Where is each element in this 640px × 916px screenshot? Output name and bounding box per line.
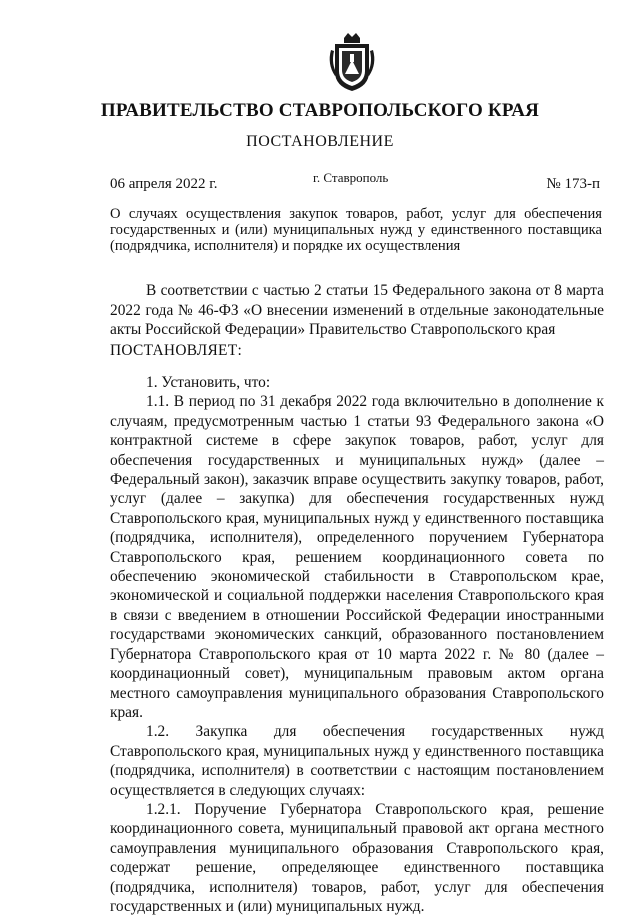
government-name: ПРАВИТЕЛЬСТВО СТАВРОПОЛЬСКОГО КРАЯ [100,100,540,121]
paragraph-1-2: 1.2. Закупка для обеспечения государственных нужд Ставропольского края, муниципальных нужд у единственного поставщика (подрядчика, исполнителя) в соответствии с настоящим постановлением осуществляется в следующих случаях: [110,723,604,799]
document-body [110,373,604,916]
document-type: ПОСТАНОВЛЕНИЕ [246,133,394,150]
document-number: № 173-п [546,176,600,192]
resolves-heading: ПОСТАНОВЛЯЕТ: [110,342,243,359]
preamble: В соответствии с частью 2 статьи 15 Федерального закона от 8 марта 2022 года № 46-ФЗ «О внесении изменений в отдельные законодательные акты Российской Федерации» Правительство Ставропольского края [110,282,604,338]
paragraph-1-1: 1.1. В период по 31 декабря 2022 года включительно в дополнение к случаям, предусмотренным частью 1 статьи 93 Федерального закона «О контрактной системе в сфере закупок товаров, работ, услуг для обеспечения государственных и муниципальных нужд» (далее – Федеральный закон), заказчик вправе осуществить закупку товаров, работ, услуг (далее – закупка) для обеспечения государственных нужд Ставропольского края, муниципальных нужд у единственного поставщика (подрядчика, исполнителя), определенного поручением Губернатора Ставропольского края, решением координационного совета по обеспечению экономической стабильности в Ставропольском крае, экономической и социальной поддержки населения Ставропольского края в связи с введением в отношении Российской Федерации иностранными государствами экономических санкций, образованного постановлением Губернатора Ставропольского края от 10 марта 2022 г. № 80 (далее – координационный совет), муниципальным правовым актом органа местного самоуправления муниципального образования Ставропольского края. [110,393,604,721]
document-date: 06 апреля 2022 г. [110,176,218,192]
document-city: г. Ставрополь [313,170,389,185]
document-subject: О случаях осуществления закупок товаров, работ, услуг для обеспечения государственных и (или) муниципальных нужд у единственного поставщика (подрядчика, исполнителя) и порядке их осуществления [110,206,602,254]
coat-of-arms-icon [327,30,377,92]
paragraph-1-2-1: 1.2.1. Поручение Губернатора Ставропольского края, решение координационного совета, муниципальный правовой акт органа местного самоуправления муниципального образования Ставропольского края, содержат решение, определяющее единственного поставщика (подрядчика, исполнителя) товаров, работ, услуг для обеспечения государственных и (или) муниципальных нужд. [110,800,604,915]
paragraph-1: 1. Установить, что: [146,374,271,391]
